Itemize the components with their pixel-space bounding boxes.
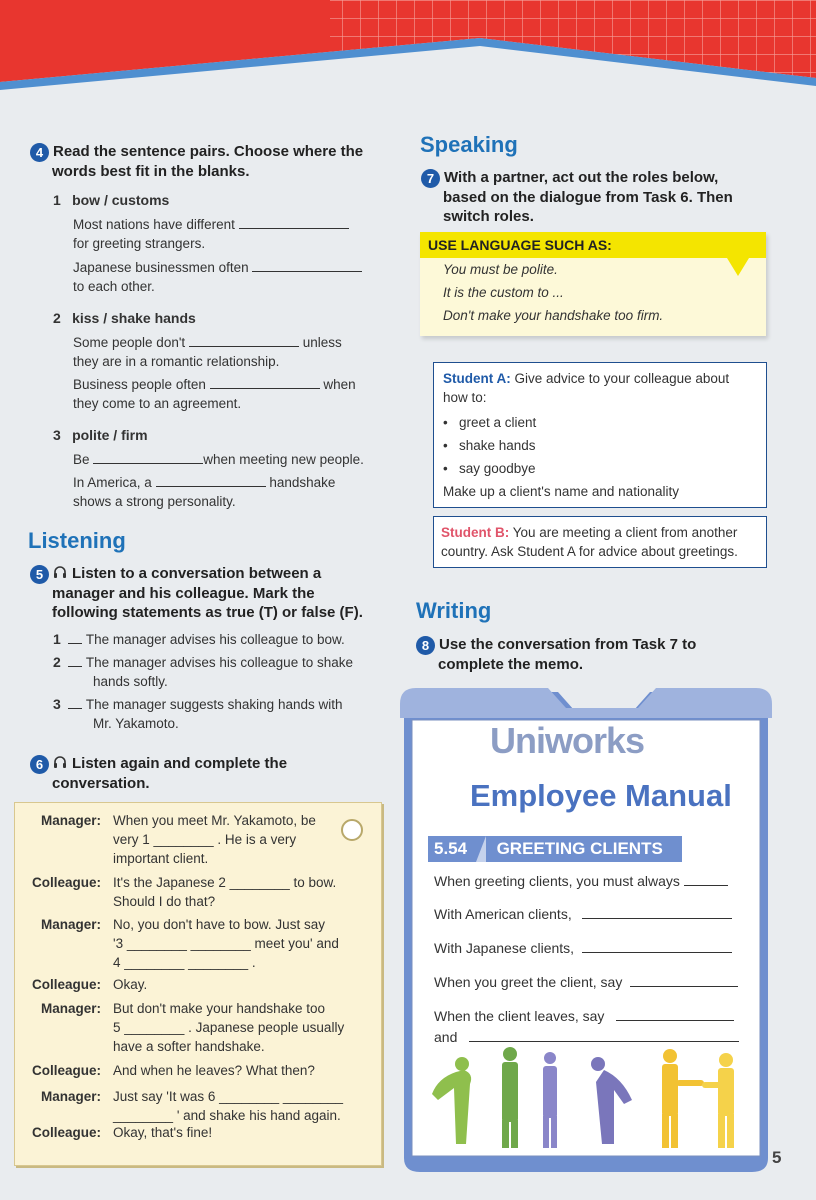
memo-line-2: With American clients, xyxy=(434,905,732,924)
use-language-heading: USE LANGUAGE SUCH AS: xyxy=(420,232,766,258)
headphones-icon xyxy=(53,565,67,584)
task4-item-3-sentence-1: Be when meeting new people. xyxy=(73,452,364,467)
listening-heading: Listening xyxy=(28,528,126,553)
student-b-label: Student B: xyxy=(441,525,510,540)
memo-clipboard xyxy=(398,688,774,1176)
utterance xyxy=(113,1123,358,1142)
student-a-footer: Make up a client's name and nationality xyxy=(443,484,679,499)
phrase: Don't make your handshake too firm. xyxy=(443,308,664,323)
speaker-label: Manager: xyxy=(40,1089,101,1104)
memo-line-1: When greeting clients, you must always xyxy=(434,872,728,891)
utterance-line: Okay, that's fine! xyxy=(113,1125,213,1140)
utterance-line: 4 ________ ________ . xyxy=(113,955,256,970)
utterance-line: But don't make your handshake too xyxy=(113,1001,325,1016)
memo-line-5: When the client leaves, say xyxy=(434,1007,734,1026)
utterance-line: 5 ________ . Japanese people usually xyxy=(113,1020,345,1035)
task4-item-3: 3 polite / firm xyxy=(53,427,148,443)
utterance xyxy=(113,811,358,868)
phrase: It is the custom to ... xyxy=(443,285,564,300)
student-a-label: Student A: xyxy=(443,371,511,386)
answer-blank[interactable] xyxy=(252,259,362,272)
task5-statement-1: 1 The manager advises his colleague to bow. xyxy=(53,631,345,647)
speech-tail-icon xyxy=(727,258,749,276)
memo-blank[interactable] xyxy=(582,906,732,919)
task4-item-1-sentence-2: Japanese businessmen often to each other. xyxy=(73,258,373,296)
utterance-line: Just say 'It was 6 ________ ________ xyxy=(113,1089,343,1104)
task-number-badge: 4 xyxy=(30,143,49,162)
memo-blank[interactable] xyxy=(582,940,732,953)
utterance xyxy=(113,915,358,972)
utterance-line: And when he leaves? What then? xyxy=(113,1063,315,1078)
answer-blank[interactable] xyxy=(93,451,203,464)
writing-heading: Writing xyxy=(416,598,492,623)
task4-item-1-sentence-1: Most nations have different for greeting strangers. xyxy=(73,215,373,253)
answer-blank[interactable] xyxy=(189,334,299,347)
utterance xyxy=(113,999,358,1056)
utterance-line: very 1 ________ . He is a very xyxy=(113,832,297,847)
utterance-line: important client. xyxy=(113,851,209,866)
headphones-icon xyxy=(53,755,67,774)
speaker-label: Colleague: xyxy=(31,1125,101,1140)
utterance xyxy=(113,1087,358,1125)
utterance-line: Okay. xyxy=(113,977,148,992)
task4-item-3-sentence-2: In America, a handshake shows a strong personality. xyxy=(73,475,336,509)
memo-blank[interactable] xyxy=(616,1008,734,1021)
speaker-label: Colleague: xyxy=(31,875,101,890)
task4-item-2-sentence-2: Business people often when they come to an agreement. xyxy=(73,377,356,411)
speaker-label: Manager: xyxy=(40,1001,101,1016)
task6-title: 6 Listen again and complete the conversation. xyxy=(30,754,390,793)
answer-blank[interactable] xyxy=(156,474,266,487)
bullet-item: • say goodbye xyxy=(443,461,536,476)
use-language-box xyxy=(420,232,766,336)
student-a-box: Student A: Give advice to your colleague about how to: • greet a client • shake hands • say goodbye Make up a client's name and nationality xyxy=(433,362,767,508)
utterance-line: No, you don't have to bow. Just say xyxy=(113,917,325,932)
task-number-badge: 8 xyxy=(416,636,435,655)
utterance-line: '3 ________ ________ meet you' and xyxy=(113,936,339,951)
utterance-line: have a softer handshake. xyxy=(113,1039,265,1054)
tf-blank[interactable] xyxy=(68,631,82,644)
speaker-label: Manager: xyxy=(40,813,101,828)
tf-blank[interactable] xyxy=(68,696,82,709)
speaker-label: Manager: xyxy=(40,917,101,932)
task7-title: 7 With a partner, act out the roles below, based on the dialogue from Task 6. Then switch roles. xyxy=(421,168,781,226)
memo-logo: Uniworks xyxy=(490,720,645,761)
task5-statement-3: 3 The manager suggests shaking hands with Mr. Yakamoto. xyxy=(53,696,343,731)
task5-title: 5 Listen to a conversation between a manager and his colleague. Mark the following statements as true (T) or false (F). xyxy=(30,564,390,622)
speaker-label: Colleague: xyxy=(31,977,101,992)
student-b-box: Student B: You are meeting a client from another country. Ask Student A for advice about greetings. xyxy=(433,516,767,568)
utterance xyxy=(113,1061,358,1080)
memo-blank[interactable] xyxy=(630,974,738,987)
task-number-badge: 7 xyxy=(421,169,440,188)
task5-statement-2: 2 The manager advises his colleague to shake hands softly. xyxy=(53,654,353,689)
task4-item-1: 1 bow / customs xyxy=(53,192,170,208)
speaker-label: Colleague: xyxy=(31,1063,101,1078)
greeting-people-illustration xyxy=(418,1044,758,1154)
utterance xyxy=(113,873,358,911)
utterance xyxy=(113,975,358,994)
memo-line-6: and xyxy=(434,1028,739,1047)
answer-blank[interactable] xyxy=(239,216,349,229)
memo-blank[interactable] xyxy=(684,873,728,886)
utterance-line: It's the Japanese 2 ________ to bow. xyxy=(113,875,337,890)
speaking-heading: Speaking xyxy=(420,132,518,157)
memo-line-3: With Japanese clients, xyxy=(434,939,732,958)
task-number-badge: 5 xyxy=(30,565,49,584)
memo-blank[interactable] xyxy=(469,1029,739,1042)
task4-item-2-sentence-1: Some people don't unless they are in a romantic relationship. xyxy=(73,335,342,369)
task4-item-2: 2 kiss / shake hands xyxy=(53,310,196,326)
tf-blank[interactable] xyxy=(68,654,82,667)
utterance-line: When you meet Mr. Yakamoto, be xyxy=(113,813,316,828)
answer-blank[interactable] xyxy=(210,376,320,389)
dialogue-card xyxy=(14,802,382,1166)
page-number: 5 xyxy=(772,1148,782,1167)
task4-title: 4 Read the sentence pairs. Choose where the words best fit in the blanks. xyxy=(30,142,390,181)
bullet-item: • shake hands xyxy=(443,438,536,453)
task-number-badge: 6 xyxy=(30,755,49,774)
memo-line-4: When you greet the client, say xyxy=(434,973,738,992)
memo-section-header: 5.54 GREETING CLIENTS xyxy=(428,836,682,862)
memo-title: Employee Manual xyxy=(470,778,732,813)
utterance-line: Should I do that? xyxy=(113,894,216,909)
utterance-line: ________ ' and shake his hand again. xyxy=(113,1108,341,1123)
phrase: You must be polite. xyxy=(443,262,558,277)
bullet-item: • greet a client xyxy=(443,415,537,430)
task8-title: 8 Use the conversation from Task 7 to complete the memo. xyxy=(416,635,776,674)
